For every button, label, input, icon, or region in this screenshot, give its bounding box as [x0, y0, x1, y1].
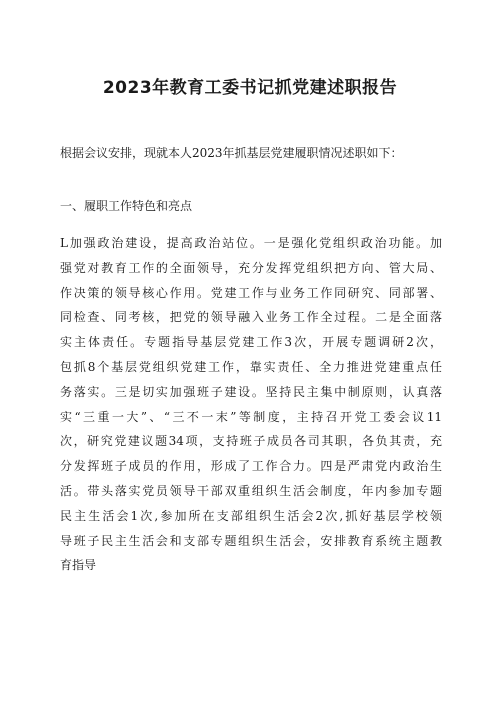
body-line: 务落实。三是切实加强班子建设。坚持民主集中制原则，认真落: [60, 384, 442, 399]
body-paragraph: [60, 231, 442, 578]
body-line: 育指导: [60, 558, 97, 573]
document-title: 2023年教育工委书记抓党建述职报告: [102, 78, 398, 98]
body-line: 作决策的领导核心作用。党建工作与业务工作同研究、同部署、: [60, 285, 442, 300]
body-line: 活。带头落实党员领导干部双重组织生活会制度，年内参加专题: [60, 483, 442, 498]
body-line: 分发挥班子成员的作用，形成了工作合力。四是严肃党内政治生: [60, 459, 442, 474]
body-line: L加强政治建设，提高政治站位。一是强化党组织政治功能。加: [60, 236, 442, 250]
body-line: 实“三重一大”、“三不一末”等制度，主持召开党工委会议11: [60, 409, 442, 424]
body-line: 导班子民主生活会和支部专题组织生活会，安排教育系统主题教: [60, 533, 442, 548]
section-heading: 一、履职工作特色和亮点: [60, 199, 193, 213]
body-line: 实主体责任。专题指导基层党建工作3次，开展专题调研2次，: [60, 335, 442, 350]
body-line: 强党对教育工作的全面领导，充分发挥党组织把方向、管大局、: [60, 260, 442, 275]
body-line: 包抓8个基层党组织党建工作，靠实责任、全力推进党建重点任: [60, 359, 442, 374]
body-line: 同检查、同考核，把党的领导融入业务工作全过程。二是全面落: [60, 310, 442, 325]
body-line: 次，研究党建议题34项，支持班子成员各司其职，各负其责，充: [60, 434, 442, 449]
intro-paragraph: 根据会议安排，现就本人2023年抓基层党建履职情况述职如下：: [60, 146, 403, 160]
body-line: 民主生活会1次,参加所在支部组织生活会2次,抓好基层学校领: [60, 508, 442, 523]
